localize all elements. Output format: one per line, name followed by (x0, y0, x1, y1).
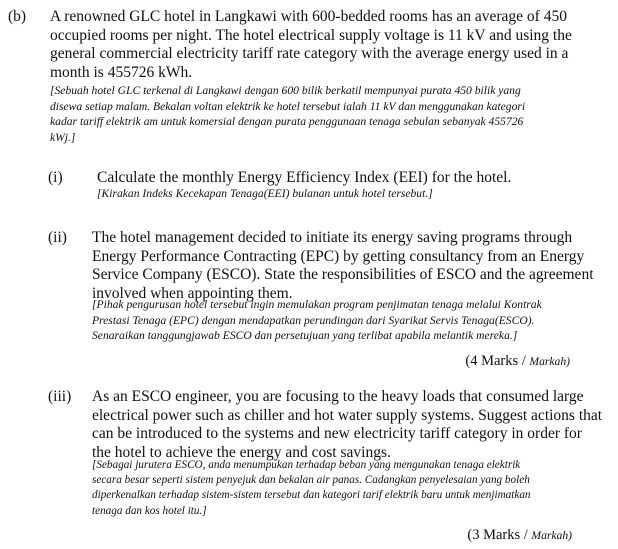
text-line: Energy Performance Contracting (EPC) by getting consultancy from an Energy (92, 247, 585, 265)
question-ii-malay-text (92, 297, 542, 344)
text-line: A renowned GLC hotel in Langkawi with 600-bedded rooms has an average of 450 (50, 8, 567, 25)
text-line: Service Company (ESCO). State the responsibilities of ESCO and the agreement (92, 266, 594, 283)
marks-text: (4 Marks / (465, 353, 530, 369)
question-i-label: (i) (48, 169, 63, 186)
text-line: Calculate the monthly Energy Efficiency Index (EEI) for the hotel. (97, 169, 512, 186)
part-b-malay-text (50, 83, 525, 145)
marks-malay-text: Markah) (529, 355, 570, 368)
text-line: month is 455726 kWh. (50, 63, 193, 81)
text-line: can be introduced to the systems and new electricity tariff category in order for (92, 425, 582, 442)
text-line: Senaraikan tanggungjawab ESCO dan persetujuan yang terlibat apabila melantik mereka.] (92, 329, 518, 342)
marks-text: (3 Marks / (467, 527, 532, 543)
text-line: occupied rooms per night. The hotel electrical supply voltage is 11 kV and using the (50, 26, 572, 44)
question-iii-malay-text (92, 458, 531, 519)
text-line: As an ESCO engineer, you are focusing to the heavy loads that consumed large (92, 388, 584, 405)
text-line: [Sebuah hotel GLC terkenal di Langkawi dengan 600 bilik berkatil mempunyai purata 450 bilik yang (50, 84, 521, 97)
text-line: secara besar seperti sistem penyejuk dan bekalan air panas. Cadangkan penyelesaian yang boleh (92, 474, 530, 487)
question-ii-label: (ii) (48, 229, 67, 246)
text-line: involved when appointing them. (92, 284, 293, 302)
text-line: kadar tariff elektrik am untuk komersial dengan purata penggunaan tenaga sebulan sebanyak 455726 (50, 115, 524, 128)
question-iii-label: (iii) (48, 388, 72, 405)
text-line: the hotel to achieve the energy and cost savings. (92, 443, 391, 461)
text-line: The hotel management decided to initiate its energy saving programs through (92, 229, 573, 246)
part-b-english-text (50, 8, 572, 82)
question-ii-english-text (92, 229, 594, 303)
text-line: diperkenalkan terhadap sistem-sistem tersebut dan kategori tarif elektrik baru untuk menjimatkan (92, 489, 531, 502)
question-ii-marks (465, 353, 570, 370)
question-i-english-text (97, 169, 511, 188)
question-i-malay-text (97, 186, 433, 202)
marks-malay-text: Markah) (531, 529, 572, 542)
question-iii-english-text (92, 388, 602, 462)
question-iii-marks (467, 527, 572, 544)
part-b-label: (b) (8, 8, 27, 25)
text-line: [Sebagai jurutera ESCO, anda menumpukan terhadap beban yang mengunakan tenaga elektrik (92, 459, 521, 471)
text-line: [Pihak pengurusan hotel tersebut ingin memulakan program penjimatan tenaga melalui Kontrak (92, 298, 542, 311)
text-line: kWj.] (50, 130, 76, 144)
text-line: Prestasi Tenaga (EPC) dengan mendapatkan perundingan dari Syarikat Servis Tenaga(ESCO). (92, 313, 535, 327)
text-line: tenaga dan kos hotel itu.] (92, 504, 207, 517)
text-line: [Kirakan Indeks Kecekapan Tenaga(EEI) bulanan untuk hotel tersebut.] (97, 187, 433, 200)
text-line: general commercial electricity tariff rate category with the average energy used in a (50, 45, 569, 62)
text-line: electrical power such as chiller and hot water supply systems. Suggest actions that (92, 406, 603, 424)
text-line: disewa setiap malam. Bekalan voltan elektrik ke hotel tersebut ialah 11 kV dan menggunakan kategori (50, 99, 526, 113)
